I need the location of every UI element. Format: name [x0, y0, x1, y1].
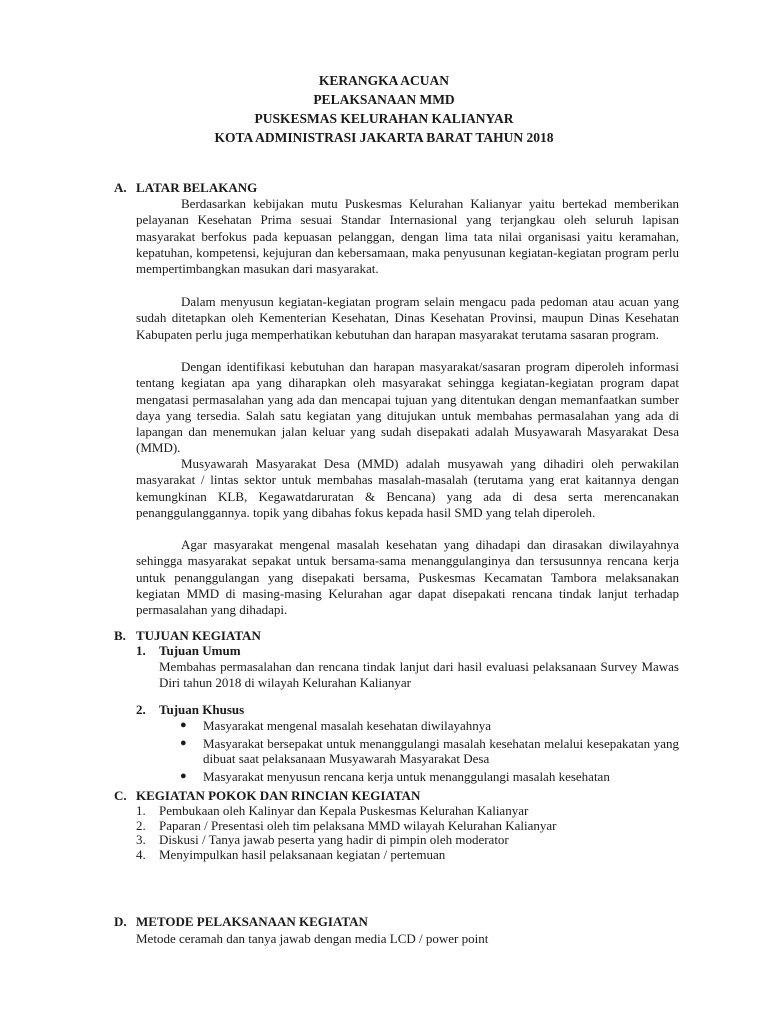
list-item [180, 769, 679, 785]
section-c-title: KEGIATAN POKOK DAN RINCIAN KEGIATAN [136, 788, 421, 803]
section-d-letter: D. [114, 914, 127, 929]
tujuan-umum-text: Membahas permasalahan dan rencana tindak lanjut dari hasil evaluasi pelaksanaan Survey Mawas Diri tahun 2018 di wilayah Kelurahan Kalianyar [159, 659, 679, 691]
section-a-paragraph-3: Dengan identifikasi kebutuhan dan harapan masyarakat/sasaran program diperoleh informasi tentang kegiatan apa yang diharapkan oleh masyarakat sehingga kegiatan-kegiatan program dapat mengatasi permasalahan yang ada dan mencapai tujuan yang ditentukan dengan memanfaatkan sumber daya yang tersedia. Salah satu kegiatan yang ditujukan untuk membahas permasalahan yang ada di lapangan dan menemukan jalan keluar yang sudah disepakati adalah Musyawarah Masyarakat Desa (MMD). [136, 359, 679, 456]
list-item [136, 848, 679, 863]
title-line-4: KOTA ADMINISTRASI JAKARTA BARAT TAHUN 2018 [214, 130, 554, 145]
list-item [180, 718, 679, 734]
kegiatan-list [136, 804, 679, 862]
list-item-text: Masyarakat mengenal masalah kesehatan diwilayahnya [203, 718, 492, 733]
title-line-1: KERANGKA ACUAN [318, 73, 450, 88]
tujuan-khusus-list [180, 718, 679, 786]
section-a-paragraph-1: Berdasarkan kebijakan mutu Puskesmas Kelurahan Kalianyar yaitu bertekad memberikan pelayanan Kesehatan Prima sesuai Standar Internasional yang terjangkau oleh seluruh lapisan masyarakat berfokus pada kepuasan pelanggan, dengan lima tata nilai organisasi yaitu keramahan, kepatuhan, kompetensi, kejujuran dan kebersamaan, maka penyusunan kegiatan-kegiatan program perlu mempertimbangkan masukan dari masyarakat. [136, 196, 679, 277]
section-d-title: METODE PELAKSANAAN KEGIATAN [136, 914, 368, 929]
bullet-icon: ● [180, 719, 187, 731]
list-item-number: 4. [136, 846, 146, 862]
list-item-text: Diskusi / Tanya jawab peserta yang hadir di pimpin oleh moderator [159, 832, 509, 847]
bullet-icon: ● [180, 736, 187, 749]
list-item [136, 819, 679, 834]
list-item [136, 804, 679, 819]
tujuan-umum-title: Tujuan Umum [159, 643, 241, 658]
list-item-text: Paparan / Presentasi oleh tim pelaksana MMD wilayah Kelurahan Kalianyar [159, 817, 557, 833]
list-item [180, 736, 679, 767]
section-a-heading [114, 180, 257, 196]
tujuan-umum-heading [136, 643, 241, 659]
tujuan-khusus-title: Tujuan Khusus [159, 702, 245, 717]
section-a-letter: A. [114, 180, 127, 195]
list-item-number: 1. [136, 803, 146, 818]
document-title [0, 71, 768, 147]
section-a-title: LATAR BELAKANG [136, 180, 258, 195]
section-c-letter: C. [114, 788, 127, 803]
list-item-text: Masyarakat bersepakat untuk menanggulangi masalah kesehatan melalui kesepakatan yang dibuat saat pelaksanaan Musyawarah Masyarakat Desa [203, 735, 679, 766]
section-d-heading [114, 914, 368, 930]
list-item [136, 833, 679, 848]
list-item-number: 3. [136, 832, 146, 847]
title-line-3: PUSKESMAS KELURAHAN KALIANYAR [254, 111, 514, 126]
title-line-2: PELAKSANAAN MMD [313, 92, 455, 107]
list-item-text: Menyimpulkan hasil pelaksanaan kegiatan / pertemuan [159, 846, 446, 862]
section-a-paragraph-5: Agar masyarakat mengenal masalah kesehatan yang dihadapi dan dirasakan diwilayahnya sehingga masyarakat sepakat untuk bersama-sama menanggulanginya dan tersusunnya rencana kerja untuk penanggulangan yang disepakati bersama, Puskesmas Kecamatan Tambora melaksanakan kegiatan MMD di masing-masing Kelurahan agar dapat disepakati rencana tindak lanjut terhadap permasalahan yang dihadapi. [136, 537, 679, 618]
section-b-heading [114, 628, 261, 644]
list-item-number: 2. [136, 817, 146, 833]
bullet-icon: ● [180, 769, 187, 782]
list-item-text: Masyarakat menyusun rencana kerja untuk menanggulangi masalah kesehatan [203, 768, 610, 784]
tujuan-khusus-number: 2. [136, 702, 146, 717]
section-a-paragraph-2: Dalam menyusun kegiatan-kegiatan program selain mengacu pada pedoman atau acuan yang sudah ditetapkan oleh Kementerian Kesehatan, Dinas Kesehatan Provinsi, maupun Dinas Kesehatan Kabupaten perlu juga memperhatikan kebutuhan dan harapan masyarakat terutama sasaran program. [136, 294, 679, 342]
section-b-title: TUJUAN KEGIATAN [136, 628, 261, 643]
section-c-heading [114, 788, 420, 804]
list-item-text: Pembukaan oleh Kalinyar dan Kepala Puskesmas Kelurahan Kalianyar [159, 803, 529, 818]
tujuan-khusus-heading [136, 702, 244, 718]
tujuan-umum-number: 1. [136, 643, 146, 658]
metode-text: Metode ceramah dan tanya jawab dengan media LCD / power point [136, 931, 489, 946]
section-a-paragraph-4: Musyawarah Masyarakat Desa (MMD) adalah musyawah yang dihadiri oleh perwakilan masyarakat / lintas sektor untuk membahas masalah-masalah (terutama yang erat kaitannya dengan kemungkinan KLB, Kegawatdaruratan & Bencana) yang ada di desa serta merencanakan penanggulanggannya. topik yang dibahas fokus kepada hasil SMD yang telah diperoleh. [136, 456, 679, 520]
section-b-letter: B. [114, 628, 126, 643]
